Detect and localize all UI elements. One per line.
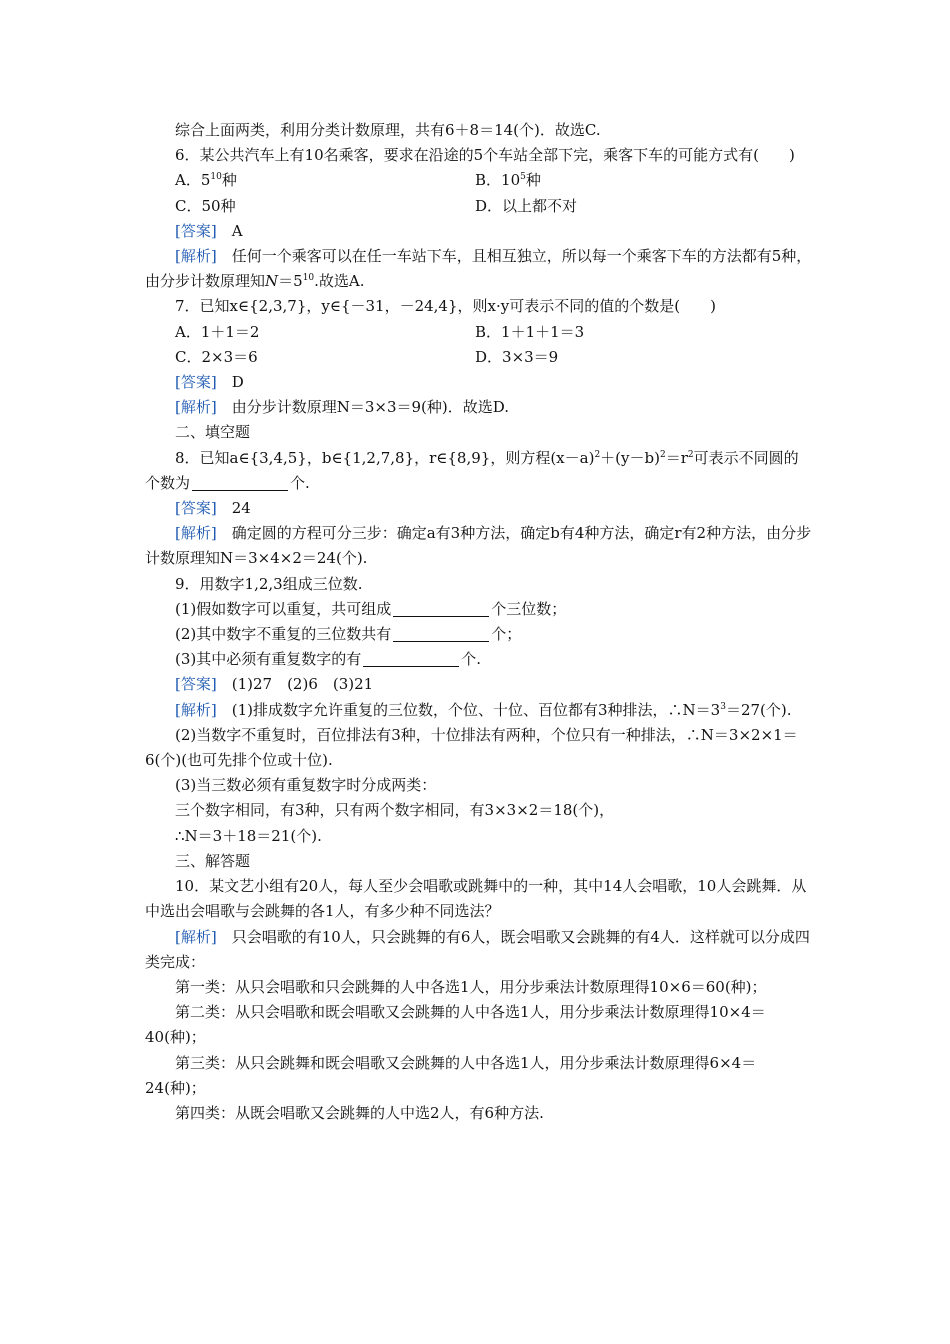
question-9-part-2: (2)其中数字不重复的三位数共有 个； — [175, 625, 522, 644]
explanation-8: [解析] 确定圆的方程可分三步：确定a有3种方法，确定b有4种方法，确定r有2种方法，由分步计数原理知N＝3×4×2＝24(个). — [145, 524, 812, 568]
answer-6: [答案] A — [175, 221, 243, 240]
section-heading: 二、填空题 — [175, 423, 251, 442]
option-d: D．3×3＝9 — [475, 347, 559, 366]
explanation-10-case-2: 第二类：从只会唱歌和既会唱歌又会跳舞的人中各选1人，用分步乘法计数原理得10×4＝40(种)； — [145, 1003, 766, 1047]
option-c: C．50种 — [175, 196, 236, 215]
answer-7: [答案] D — [175, 373, 244, 392]
option-b: B．$10^5$种 — [475, 171, 541, 190]
answer-tag: [答案] — [175, 373, 217, 392]
explanation-10-case-3: 第三类：从只会跳舞和既会唱歌又会跳舞的人中各选1人，用分步乘法计数原理得6×4＝24(种)； — [145, 1053, 757, 1097]
question-9-part-3: (3)其中必须有重复数字的有 个. — [175, 650, 482, 669]
fill-blank — [192, 476, 288, 491]
document-page — [145, 118, 813, 1126]
answer-9: [答案] (1)27 (2)6 (3)21 — [175, 675, 374, 694]
fill-blank — [393, 602, 489, 617]
question-7-options-row-2 — [145, 345, 813, 370]
explanation-7: [解析] 由分步计数原理N＝3×3＝9(种)．故选D. — [175, 398, 510, 417]
answer-tag: [答案] — [175, 499, 217, 518]
explanation-10-case-4: 第四类：从既会唱歌又会跳舞的人中选2人，有6种方法. — [175, 1103, 544, 1122]
explanation-6: [解析] 任何一个乘客可以在任一车站下车，且相互独立，所以每一个乘客下车的方法都有5种，由分步计数原理知$N=5^{10}$.故选A. — [145, 247, 812, 291]
option-c: C．2×3＝6 — [175, 347, 258, 366]
question-10: 10．某文艺小组有20人，每人至少会唱歌或跳舞中的一种，其中14人会唱歌，10人会跳舞．从中选出会唱歌与会跳舞的各1人，有多少种不同选法？ — [145, 877, 807, 921]
text-line: 综合上面两类，利用分类计数原理，共有6＋8＝14(个)．故选C. — [175, 121, 601, 139]
explanation-tag: [解析] — [175, 700, 217, 719]
option-a: A．1＋1＝2 — [175, 322, 260, 341]
answer-tag: [答案] — [175, 221, 217, 240]
question-6-options-row-2 — [145, 194, 813, 219]
explanation-9-part-1: [解析] (1)排成数字允许重复的三位数，个位、十位、百位都有3种排法，$\therefore N=3^3=27$(个). — [175, 700, 792, 719]
question-6: 6．某公共汽车上有10名乘客，要求在沿途的5个车站全部下完，乘客下车的可能方式有( ) — [175, 146, 795, 165]
explanation-tag: [解析] — [175, 247, 217, 266]
question-9: 9．用数字1,2,3组成三位数. — [175, 574, 363, 593]
section-heading: 三、解答题 — [175, 851, 251, 870]
fill-blank — [393, 627, 489, 642]
option-a: A．$5^{10}$种 — [175, 171, 237, 190]
question-6-options-row-1 — [145, 168, 813, 193]
answer-8: [答案] 24 — [175, 499, 251, 518]
explanation-tag: [解析] — [175, 524, 217, 543]
explanation-10: [解析] 只会唱歌的有10人，只会跳舞的有6人，既会唱歌又会跳舞的有4人．这样就可以分成四类完成： — [145, 927, 810, 971]
option-b: B．1＋1＋1＝3 — [475, 322, 585, 341]
explanation-9-part-4: 三个数字相同，有3种，只有两个数字相同，有3×3×2＝18(个)， — [175, 801, 615, 820]
question-7: 7．已知x∈{2,3,7}，y∈{－31，－24,4}，则x·y可表示不同的值的个数是( ) — [175, 297, 716, 316]
explanation-9-part-3: (3)当三数必须有重复数字时分成两类： — [175, 776, 437, 795]
explanation-9-part-5: ∴N＝3＋18＝21(个). — [175, 826, 322, 845]
explanation-10-case-1: 第一类：从只会唱歌和只会跳舞的人中各选1人，用分步乘法计数原理得10×6＝60(种)； — [175, 977, 767, 996]
explanation-tag: [解析] — [175, 927, 217, 946]
fill-blank — [363, 652, 459, 667]
answer-tag: [答案] — [175, 675, 217, 694]
option-d: D．以上都不对 — [475, 196, 578, 215]
explanation-9-part-2: (2)当数字不重复时，百位排法有3种，十位排法有两种，个位只有一种排法，∴N＝3×2×1＝6(个)(也可先排个位或十位). — [145, 725, 798, 770]
question-8: 8．已知a∈{3,4,5}，b∈{1,2,7,8}，r∈{8,9}，则方程$(x-a)^2+(y-b)^2=r^2$可表示不同圆的个数为 个. — [145, 448, 799, 492]
question-7-options-row-1 — [145, 320, 813, 345]
question-9-part-1: (1)假如数字可以重复，共可组成 个三位数； — [175, 599, 567, 618]
explanation-tag: [解析] — [175, 398, 217, 417]
